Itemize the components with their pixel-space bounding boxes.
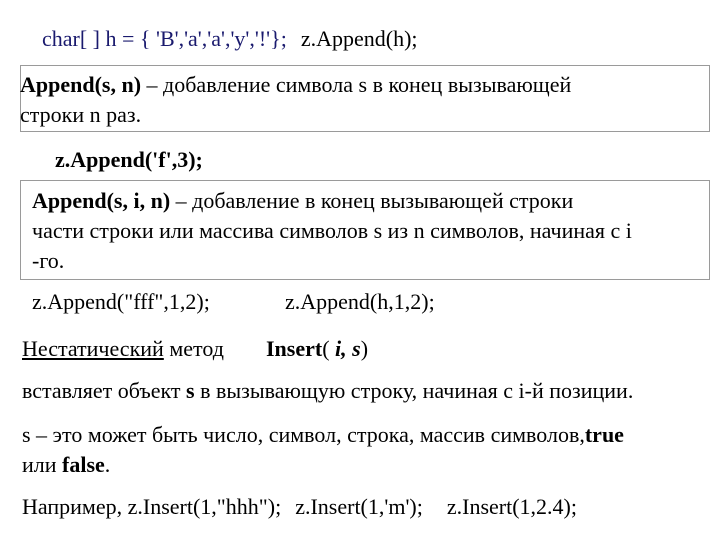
append-sn-desc-line2: строки n раз. [20,102,142,127]
append-sn-description [20,70,660,130]
insert-args: i, s [335,336,361,361]
insert-example-m: z.Insert(1,'m'); [295,494,423,519]
false-keyword: false [62,452,105,477]
insert-desc-suffix: в вызывающую строку, начиная с i-й позиции. [194,378,634,403]
insert-name: Insert [266,336,323,361]
true-keyword: true [584,422,624,447]
char-array-declaration: char[ ] h = { 'B','a','a','y','!'}; [42,26,287,51]
method-label: метод [163,336,224,361]
append-sn-signature: Append(s, n) [20,72,142,97]
append-example-1: z.Append('f',3); [55,147,203,172]
insert-paren-open: ( [322,336,336,361]
s-desc-line2-suffix: . [104,452,111,477]
append-sin-signature: Append(s, i, n) [32,188,171,213]
s-description [22,420,706,480]
insert-desc-prefix: вставляет объект [22,378,187,403]
append-example-fff: z.Append("fff",1,2); [32,289,210,314]
insert-example-hhh: z.Insert(1,"hhh"); [127,494,282,519]
append-sin-description [32,186,698,276]
insert-signature [266,334,368,364]
insert-paren-close: ) [360,336,369,361]
append-sin-desc-line1: – добавление в конец вызывающей строки [170,188,574,213]
append-sn-desc-line1: – добавление символа s в конец вызывающей [141,72,572,97]
append-sin-desc-line3: -го. [32,248,65,273]
insert-desc-s: s [186,378,195,403]
example-prefix: Например, [22,494,128,519]
insert-examples-line [22,492,577,522]
insert-heading [22,334,224,364]
s-desc-line2-prefix: или [22,452,63,477]
nonstatic-label: Нестатический [22,336,164,361]
code-declaration-line [42,26,418,52]
append-sin-desc-line2: части строки или массива символов s из n символов, начиная с i [32,218,632,243]
s-desc-line1: s – это может быть число, символ, строка, массив символов, [22,422,585,447]
insert-example-number: z.Insert(1,2.4); [446,494,577,519]
insert-description [22,376,633,406]
append-h-call: z.Append(h); [300,26,418,51]
append-example-h: z.Append(h,1,2); [285,289,435,314]
